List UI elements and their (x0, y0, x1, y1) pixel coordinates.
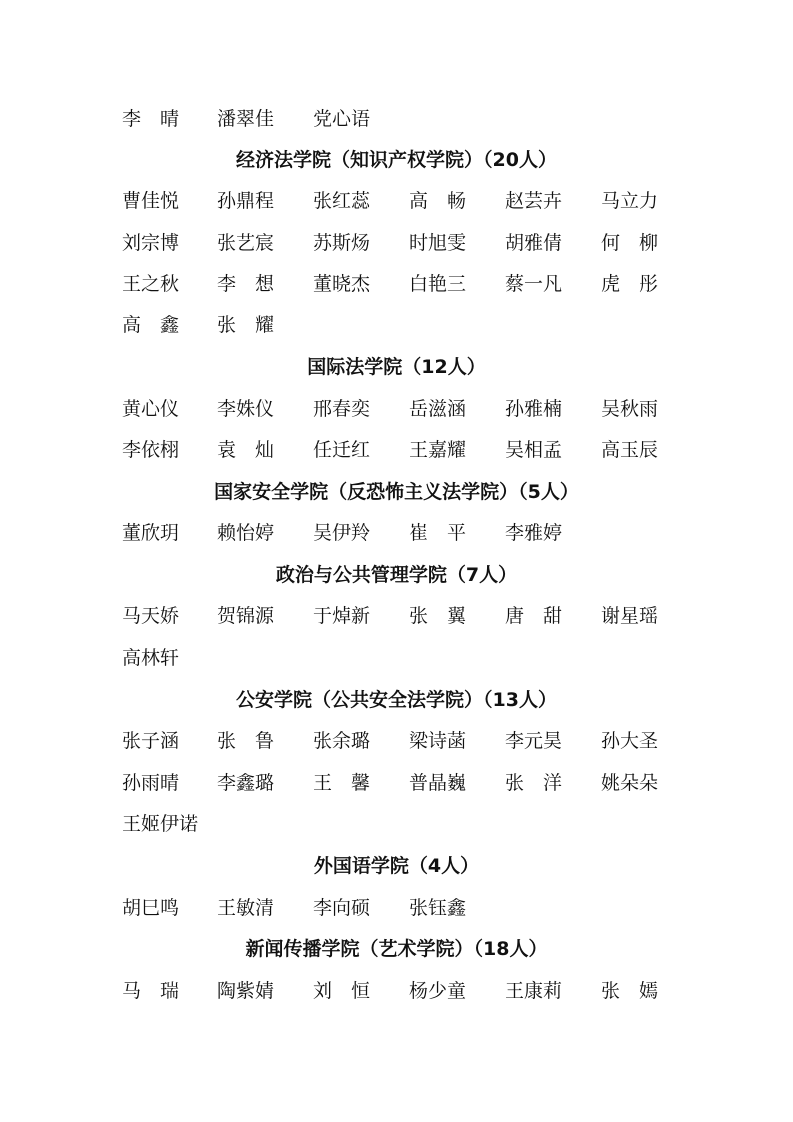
student-name: 张子涵 (122, 730, 180, 752)
student-name: 王嘉耀 (409, 439, 467, 461)
name-row (0, 228, 793, 258)
student-name: 王康莉 (505, 980, 563, 1002)
section-heading: 政治与公共管理学院（7人） (275, 564, 518, 586)
student-name: 邢春奕 (313, 398, 371, 420)
student-name: 张钰鑫 (409, 897, 467, 919)
student-name: 张 翼 (409, 605, 467, 627)
student-name: 任迁红 (313, 439, 371, 461)
student-name: 姚朵朵 (601, 772, 659, 794)
student-name: 刘宗博 (122, 232, 180, 254)
student-name: 高 畅 (409, 190, 467, 212)
student-name: 李 想 (217, 273, 275, 295)
student-name: 张艺宸 (217, 232, 275, 254)
student-name: 吴秋雨 (601, 398, 659, 420)
student-name: 袁 灿 (217, 439, 275, 461)
student-name: 梁诗菡 (409, 730, 467, 752)
student-name: 张 洋 (505, 772, 563, 794)
name-row (0, 186, 793, 216)
student-name: 吴伊羚 (313, 522, 371, 544)
name-row (0, 310, 793, 340)
student-name: 胡雅倩 (505, 232, 563, 254)
student-name: 曹佳悦 (122, 190, 180, 212)
student-name: 时旭雯 (409, 232, 467, 254)
student-name: 张红蕊 (313, 190, 371, 212)
student-name: 孙鼎程 (217, 190, 275, 212)
name-row (0, 269, 793, 299)
student-name: 于焯新 (313, 605, 371, 627)
student-name: 党心语 (313, 108, 371, 130)
student-name: 李元昊 (505, 730, 563, 752)
student-name: 张 嫣 (601, 980, 659, 1002)
student-name: 潘翠佳 (217, 108, 275, 130)
student-name: 黄心仪 (122, 398, 180, 420)
student-name: 李鑫璐 (217, 772, 275, 794)
student-name: 岳滋涵 (409, 398, 467, 420)
name-row (0, 601, 793, 631)
student-name: 董欣玥 (122, 522, 180, 544)
name-row (0, 976, 793, 1006)
student-name: 贺锦源 (217, 605, 275, 627)
name-row (0, 104, 793, 134)
student-name: 陶紫婧 (217, 980, 275, 1002)
section-heading: 国际法学院（12人） (307, 356, 486, 378)
student-name: 杨少童 (409, 980, 467, 1002)
student-name: 崔 平 (409, 522, 467, 544)
name-row (0, 394, 793, 424)
student-name: 李雅婷 (505, 522, 563, 544)
student-name: 张 鲁 (217, 730, 275, 752)
student-name: 蔡一凡 (505, 273, 563, 295)
name-row (0, 518, 793, 548)
student-name: 白艳三 (409, 273, 467, 295)
student-name: 李向硕 (313, 897, 371, 919)
name-row (0, 643, 793, 673)
student-name: 张 耀 (217, 314, 275, 336)
student-name: 孙大圣 (601, 730, 659, 752)
section-heading: 外国语学院（4人） (313, 855, 480, 877)
student-name: 王之秋 (122, 273, 180, 295)
name-row (0, 726, 793, 756)
student-name: 马天娇 (122, 605, 180, 627)
section-heading: 公安学院（公共安全法学院）（13人） (236, 689, 557, 711)
student-name: 赵芸卉 (505, 190, 563, 212)
student-name: 高 鑫 (122, 314, 180, 336)
student-name: 吴相孟 (505, 439, 563, 461)
student-name: 李依栩 (122, 439, 180, 461)
name-row (0, 809, 793, 839)
name-row (0, 768, 793, 798)
student-name: 高林轩 (122, 647, 180, 669)
student-name: 董晓杰 (313, 273, 371, 295)
student-name: 李 晴 (122, 108, 180, 130)
student-name: 虎 彤 (601, 273, 659, 295)
student-name: 赖怡婷 (217, 522, 275, 544)
student-name: 高玉辰 (601, 439, 659, 461)
student-name: 王 馨 (313, 772, 371, 794)
student-name: 王敏清 (217, 897, 275, 919)
student-name: 何 柳 (601, 232, 659, 254)
student-name: 马 瑞 (122, 980, 180, 1002)
name-row (0, 435, 793, 465)
student-name: 孙雅楠 (505, 398, 563, 420)
section-heading: 国家安全学院（反恐怖主义法学院）（5人） (214, 481, 579, 503)
student-name: 普晶巍 (409, 772, 467, 794)
student-name: 胡巳鸣 (122, 897, 180, 919)
student-name: 孙雨晴 (122, 772, 180, 794)
student-name: 刘 恒 (313, 980, 371, 1002)
student-name: 王姬伊诺 (122, 813, 199, 835)
name-row (0, 893, 793, 923)
student-name: 唐 甜 (505, 605, 563, 627)
student-name: 谢星瑶 (601, 605, 659, 627)
student-name: 张余璐 (313, 730, 371, 752)
student-name: 马立力 (601, 190, 659, 212)
student-name: 李姝仪 (217, 398, 275, 420)
section-heading: 新闻传播学院（艺术学院）（18人） (245, 938, 548, 960)
student-name: 苏斯炀 (313, 232, 371, 254)
section-heading: 经济法学院（知识产权学院）（20人） (236, 149, 557, 171)
